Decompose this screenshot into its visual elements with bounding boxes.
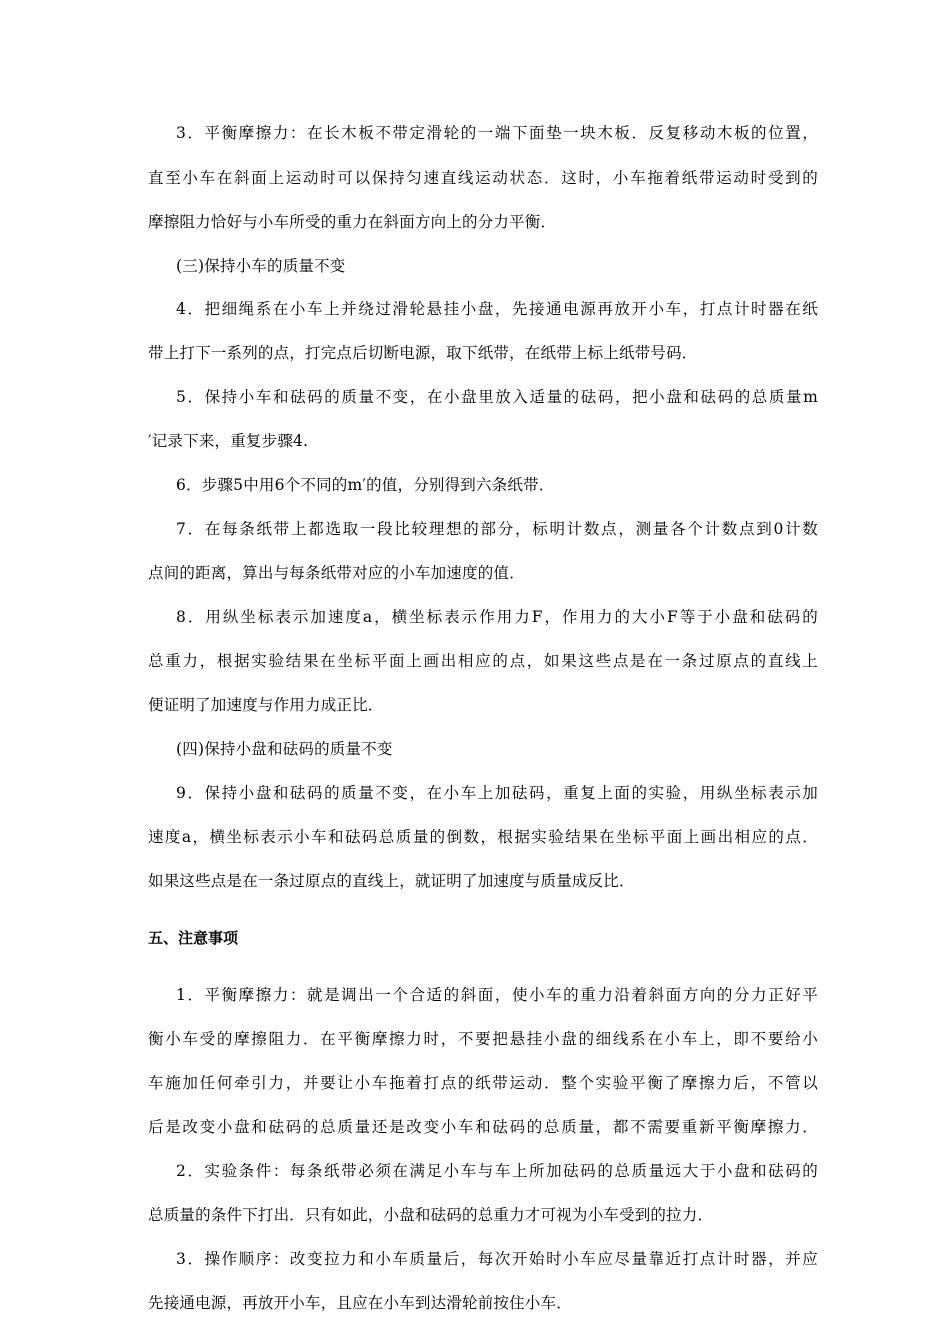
paragraph-9-line-1: 9．保持小盘和砝码的质量不变，在小车上加砝码，重复上面的实验，用纵坐标表示加 <box>176 784 818 802</box>
paragraph-4-line-2: 带上打下一系列的点，打完点后切断电源，取下纸带，在纸带上标上纸带号码． <box>148 344 698 362</box>
note-1-line-2: 衡小车受的摩擦阻力．在平衡摩擦力时，不要把悬挂小盘的细线系在小车上，即不要给小 <box>148 1030 818 1048</box>
note-3-line-2: 先接通电源，再放开小车，且应在小车到达滑轮前按住小车． <box>148 1294 572 1312</box>
note-1-line-4: 后是改变小盘和砝码的总质量还是改变小车和砝码的总质量，都不需要重新平衡摩擦力． <box>148 1118 818 1136</box>
note-3-line-1: 3．操作顺序：改变拉力和小车质量后，每次开始时小车应尽量靠近打点计时器，并应 <box>176 1250 818 1268</box>
note-1-line-1: 1．平衡摩擦力：就是调出一个合适的斜面，使小车的重力沿着斜面方向的分力正好平 <box>176 986 818 1004</box>
paragraph-9-line-2: 速度a，横坐标表示小车和砝码总质量的倒数，根据实验结果在坐标平面上画出相应的点． <box>148 828 818 846</box>
paragraph-7-line-1: 7．在每条纸带上都选取一段比较理想的部分，标明计数点，测量各个计数点到0计数 <box>176 520 818 538</box>
note-2-line-1: 2．实验条件：每条纸带必须在满足小车与车上所加砝码的总质量远大于小盘和砝码的 <box>176 1162 818 1180</box>
paragraph-6: 6．步骤5中用6个不同的m′的值，分别得到六条纸带． <box>176 476 555 494</box>
paragraph-5-line-2: ′记录下来，重复步骤4. <box>148 432 309 450</box>
section-heading-3: (三)保持小车的质量不变 <box>176 257 346 275</box>
paragraph-8-line-2: 总重力，根据实验结果在坐标平面上画出相应的点，如果这些点是在一条过原点的直线上 <box>148 652 818 670</box>
paragraph-4-line-1: 4．把细绳系在小车上并绕过滑轮悬挂小盘，先接通电源再放开小车，打点计时器在纸 <box>176 300 818 318</box>
paragraph-3-line-1: 3．平衡摩擦力：在长木板不带定滑轮的一端下面垫一块木板．反复移动木板的位置， <box>176 124 818 142</box>
section-title-notes: 五、注意事项 <box>148 929 239 947</box>
paragraph-7-line-2: 点间的距离，算出与每条纸带对应的小车加速度的值． <box>148 564 525 582</box>
note-1-line-3: 车施加任何牵引力，并要让小车拖着打点的纸带运动．整个实验平衡了摩擦力后，不管以 <box>148 1074 818 1092</box>
paragraph-5-line-1: 5．保持小车和砝码的质量不变，在小盘里放入适量的砝码，把小盘和砝码的总质量m <box>176 388 818 406</box>
paragraph-8-line-1: 8．用纵坐标表示加速度a，横坐标表示作用力F，作用力的大小F等于小盘和砝码的 <box>176 608 818 626</box>
note-2-line-2: 总质量的条件下打出．只有如此，小盘和砝码的总重力才可视为小车受到的拉力． <box>148 1206 714 1224</box>
paragraph-8-line-3: 便证明了加速度与作用力成正比． <box>148 696 384 714</box>
paragraph-3-line-2: 直至小车在斜面上运动时可以保持匀速直线运动状态．这时，小车拖着纸带运动时受到的 <box>148 169 818 187</box>
paragraph-9-line-3: 如果这些点是在一条过原点的直线上，就证明了加速度与质量成反比． <box>148 872 635 890</box>
section-heading-4: (四)保持小盘和砝码的质量不变 <box>176 740 393 758</box>
paragraph-3-line-3: 摩擦阻力恰好与小车所受的重力在斜面方向上的分力平衡． <box>148 213 557 231</box>
